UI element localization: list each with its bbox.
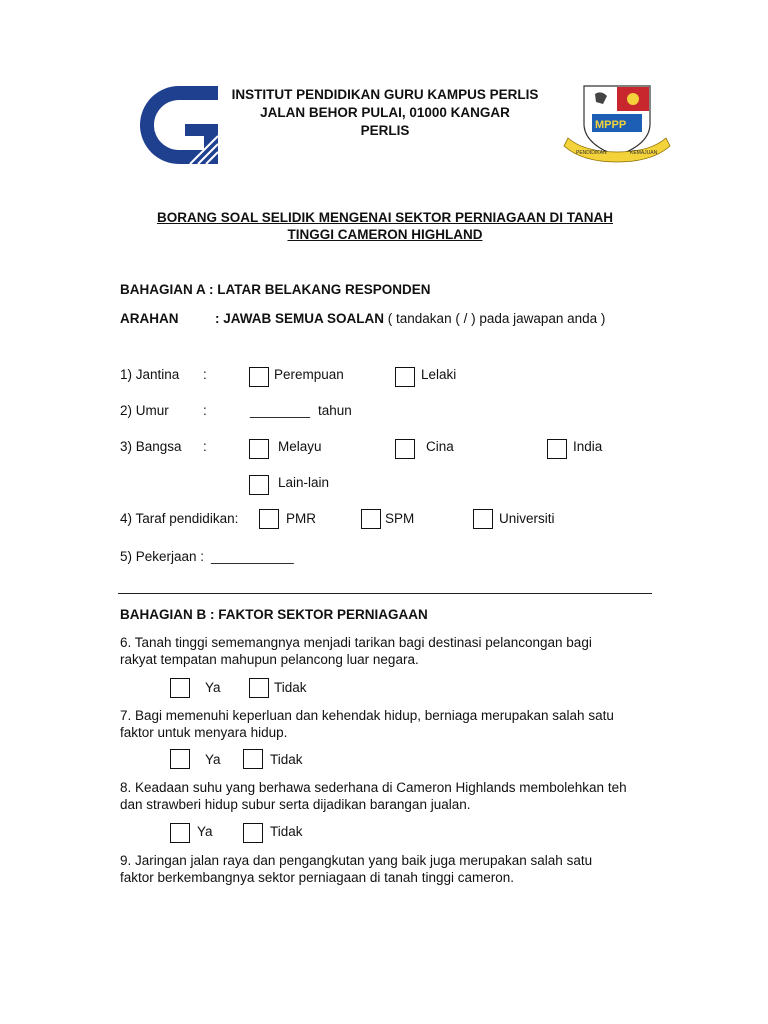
q3-colon: : [203,439,207,454]
option-india: India [573,439,603,454]
q7-option-tidak: Tidak [270,752,303,767]
option-melayu: Melayu [278,439,322,454]
checkbox-india[interactable] [547,439,567,459]
q7-option-ya: Ya [205,752,221,767]
q6-option-ya: Ya [205,680,221,695]
form-title-line2: TINGGI CAMERON HIGHLAND [287,227,483,242]
q6-checkbox-ya[interactable] [170,678,190,698]
q6-option-tidak: Tidak [274,680,307,695]
instruction-label: ARAHAN [120,311,179,326]
q3-label: 3) Bangsa [120,439,182,454]
section-b-heading: BAHAGIAN B : FAKTOR SEKTOR PERNIAGAAN [120,607,428,622]
q8-text: 8. Keadaan suhu yang berhawa sederhana di Cameron Highlands membolehkan teh dan strawberi hidup subur serta dijadikan barangan jualan. [120,780,627,812]
q8-checkbox-ya[interactable] [170,823,190,843]
age-unit: tahun [318,403,352,418]
checkbox-lelaki[interactable] [395,367,415,387]
occupation-blank[interactable]: ___________ [211,549,294,564]
q7-checkbox-tidak[interactable] [243,749,263,769]
q7-checkbox-ya[interactable] [170,749,190,769]
mppp-crest-logo [562,82,672,170]
section-a-heading: BAHAGIAN A : LATAR BELAKANG RESPONDEN [120,282,431,297]
checkbox-universiti[interactable] [473,509,493,529]
institute-state: PERLIS [360,123,410,138]
checkbox-pmr[interactable] [259,509,279,529]
section-divider [118,593,652,594]
q2-colon: : [203,403,207,418]
checkbox-perempuan[interactable] [249,367,269,387]
q9-text: 9. Jaringan jalan raya dan pengangkutan yang baik juga merupakan salah satu faktor berkembangnya sektor perniagaan di tanah tinggi cameron. [120,853,593,885]
q4-label: 4) Taraf pendidikan: [120,511,239,526]
checkbox-cina[interactable] [395,439,415,459]
institute-address: JALAN BEHOR PULAI, 01000 KANGAR [260,105,510,120]
q8-option-tidak: Tidak [270,824,303,839]
option-perempuan: Perempuan [274,367,344,382]
svg-text:iPG: iPG [154,118,179,134]
checkbox-spm[interactable] [361,509,381,529]
q2-label: 2) Umur [120,403,169,418]
checkbox-melayu[interactable] [249,439,269,459]
q6-checkbox-tidak[interactable] [249,678,269,698]
age-blank[interactable]: ________ [250,403,311,418]
option-cina: Cina [426,439,454,454]
svg-text:KEMAJUAN: KEMAJUAN [630,150,658,156]
q8-checkbox-tidak[interactable] [243,823,263,843]
option-pmr: PMR [286,511,316,526]
q5-label: 5) Pekerjaan : [120,549,205,564]
svg-text:PENDIDIKAN: PENDIDIKAN [576,150,607,156]
checkbox-lain-lain[interactable] [249,475,269,495]
option-spm: SPM [385,511,415,526]
form-title-line1: BORANG SOAL SELIDIK MENGENAI SEKTOR PERNIAGAAN DI TANAH [156,210,614,225]
q7-text: 7. Bagi memenuhi keperluan dan kehendak hidup, berniaga merupakan salah satu faktor untuk menyara hidup. [120,708,614,740]
option-universiti: Universiti [499,511,555,526]
institute-name: INSTITUT PENDIDIKAN GURU KAMPUS PERLIS [231,87,539,102]
crest-text: MPPP [595,119,627,131]
instruction-text: : JAWAB SEMUA SOALAN ( tandakan ( / ) pada jawapan anda ) [215,311,606,326]
option-lain-lain: Lain-lain [278,475,330,490]
q6-text: 6. Tanah tinggi sememangnya menjadi tarikan bagi destinasi pelancongan bagi rakyat tempatan mahupun pelancong luar negara. [120,635,592,667]
ipg-logo [138,84,220,166]
q1-label: 1) Jantina [120,367,180,382]
q1-colon: : [203,367,207,382]
option-lelaki: Lelaki [421,367,457,382]
q8-option-ya: Ya [197,824,213,839]
